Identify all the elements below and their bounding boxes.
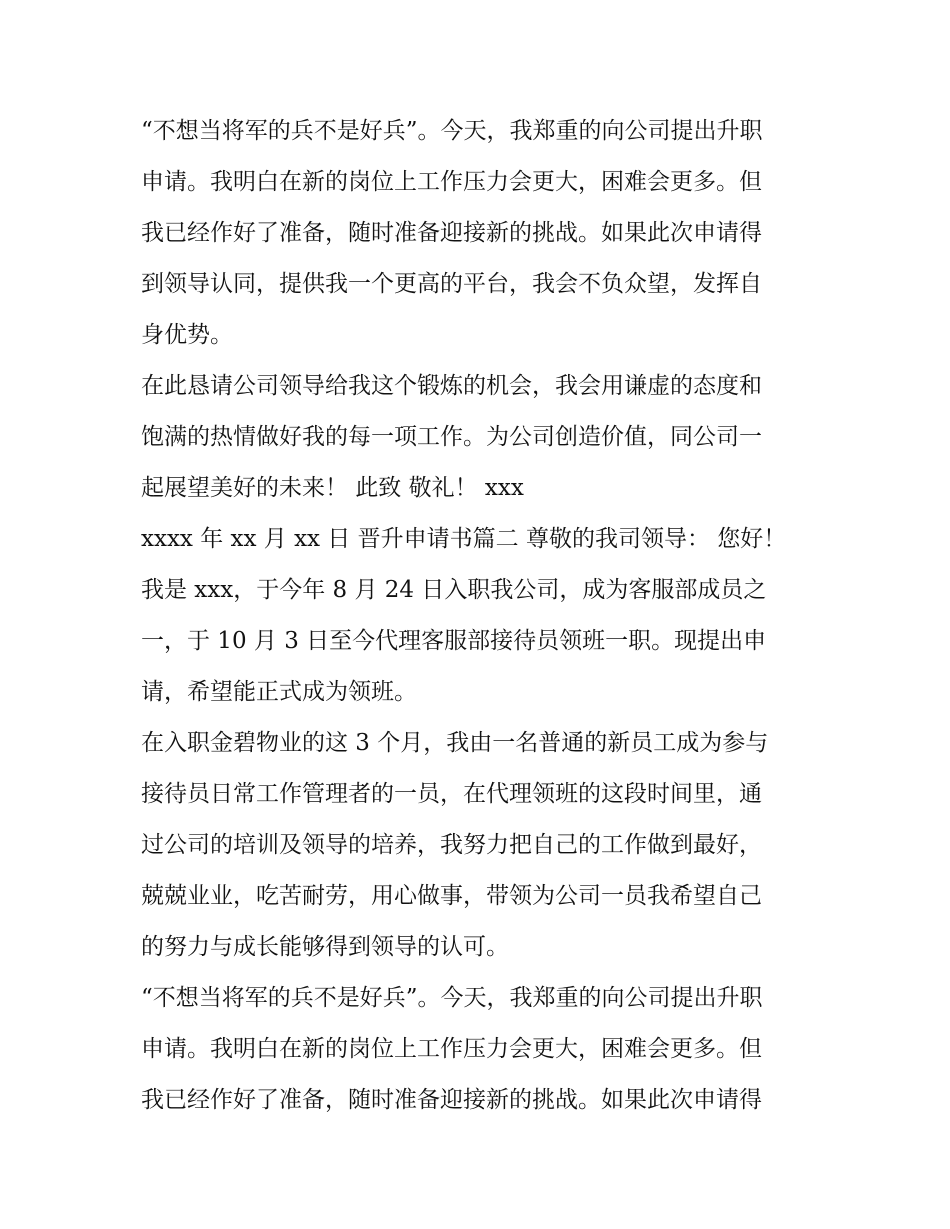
text-line: 过公司的培训及领导的培养，我努力把自己的工作做到最好， xyxy=(141,832,762,858)
text-line: 我已经作好了准备，随时准备迎接新的挑战。如果此次申请得 xyxy=(141,1087,762,1113)
text-line: 在入职金碧物业的这 3 个月，我由一名普通的新员工成为参与 xyxy=(141,730,769,756)
text-line: 在此恳请公司领导给我这个锻炼的机会，我会用谦虚的态度和 xyxy=(141,373,762,399)
text-line: 我是 xxx，于今年 8 月 24 日入职我公司，成为客服部成员之 xyxy=(141,577,767,603)
text-line: 到领导认同，提供我一个更高的平台，我会不负众望，发挥自 xyxy=(141,271,762,297)
text-line: 起展望美好的未来！ 此致 敬礼！ xxx xyxy=(141,475,524,501)
document-body xyxy=(141,106,821,1126)
text-line: “不想当将军的兵不是好兵”。今天，我郑重的向公司提出升职 xyxy=(141,118,763,144)
text-line: “不想当将军的兵不是好兵”。今天，我郑重的向公司提出升职 xyxy=(141,985,763,1011)
text-line: 的努力与成长能够得到领导的认可。 xyxy=(141,934,509,960)
text-line: 申请。我明白在新的岗位上工作压力会更大，困难会更多。但 xyxy=(141,1036,762,1062)
text-line: 我已经作好了准备，随时准备迎接新的挑战。如果此次申请得 xyxy=(141,220,762,246)
text-line: 一，于 10 月 3 日至今代理客服部接待员领班一职。现提出申 xyxy=(141,628,767,654)
text-line: 申请。我明白在新的岗位上工作压力会更大，困难会更多。但 xyxy=(141,169,762,195)
text-line: 兢兢业业，吃苦耐劳，用心做事，带领为公司一员我希望自己 xyxy=(141,883,762,909)
text-line: 饱满的热情做好我的每一项工作。为公司创造价值，同公司一 xyxy=(141,424,762,450)
text-line: 请，希望能正式成为领班。 xyxy=(141,679,417,705)
text-line: 接待员日常工作管理者的一员，在代理领班的这段时间里，通 xyxy=(141,781,762,807)
text-line: 身优势。 xyxy=(141,322,233,348)
text-line: xxxx 年 xx 月 xx 日 晋升申请书篇二 尊敬的我司领导： 您好！ xyxy=(141,526,787,552)
